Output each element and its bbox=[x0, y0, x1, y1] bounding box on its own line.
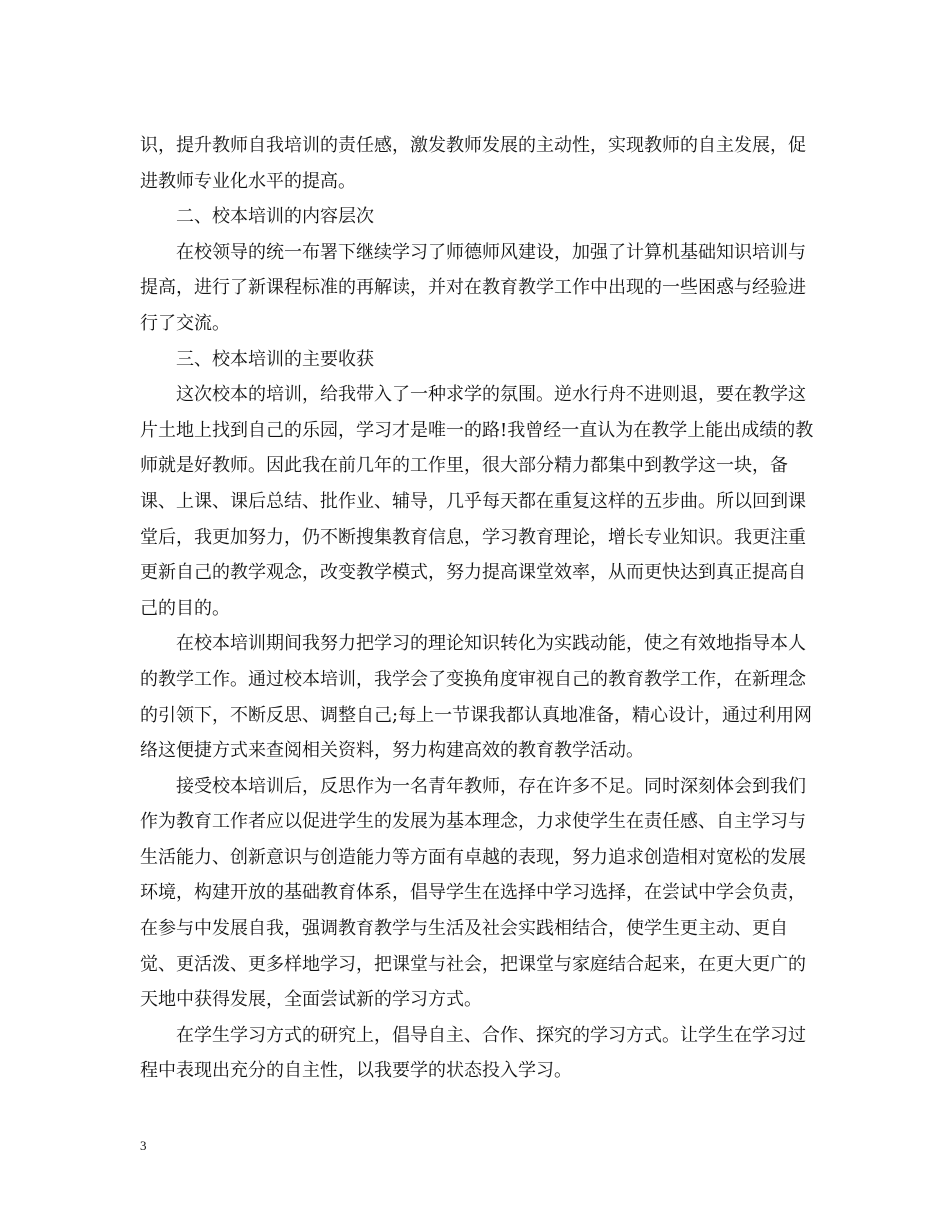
paragraph-content-levels: 在校领导的统一布署下继续学习了师德师风建设，加强了计算机基础知识培训与提高，进行了新课程标准的再解读，并对在教育教学工作中出现的一些困惑与经验进行了交流。 bbox=[140, 241, 806, 334]
section-heading-content-levels: 二、校本培训的内容层次 bbox=[176, 206, 374, 228]
section-heading-main-gains: 三、校本培训的主要收获 bbox=[176, 348, 374, 370]
paragraph-learning-atmosphere: 这次校本的培训，给我带入了一种求学的氛围。逆水行舟不进则退，要在教学这片土地上找到自己的乐园，学习才是唯一的路!我曾经一直认为在教学上能出成绩的教师就是好教师。因此我在前几年的工作里，很大部分精力都集中到教学这一块，备课、上课、课后总结、批作业、辅导，几乎每天都在重复这样的五步曲。所以回到课堂后，我更加努力，仍不断搜集教育信息，学习教育理论，增长专业知识。我更注重更新自己的教学观念，改变教学模式，努力提高课堂效率，从而更快达到真正提高自己的目的。 bbox=[140, 384, 814, 619]
page-number: 3 bbox=[140, 1138, 147, 1153]
document-body bbox=[140, 128, 820, 1089]
paragraph-reflection: 接受校本培训后，反思作为一名青年教师，存在许多不足。同时深刻体会到我们作为教育工作者应以促进学生的发展为基本理念，力求使学生在责任感、自主学习与生活能力、创新意识与创造能力等方面有卓越的表现，努力追求创造相对宽松的发展环境，构建开放的基础教育体系，倡导学生在选择中学习选择，在尝试中学会负责，在参与中发展自我，强调教育教学与生活及社会实践相结合，使学生更主动、更自觉、更活泼、更多样地学习，把课堂与社会，把课堂与家庭结合起来，在更大更广的天地中获得发展，全面尝试新的学习方式。 bbox=[140, 775, 806, 1011]
paragraph-theory-to-practice: 在校本培训期间我努力把学习的理论知识转化为实践动能，使之有效地指导本人的教学工作。通过校本培训，我学会了变换角度审视自己的教育教学工作，在新理念的引领下，不断反思、调整自己;每上一节课我都认真地准备，精心设计，通过利用网络这便捷方式来查阅相关资料，努力构建高效的教育教学活动。 bbox=[140, 633, 813, 762]
paragraph-continuation: 识，提升教师自我培训的责任感，激发教师发展的主动性，实现教师的自主发展，促进教师专业化水平的提高。 bbox=[140, 135, 806, 192]
paragraph-learning-methods: 在学生学习方式的研究上，倡导自主、合作、探究的学习方式。让学生在学习过程中表现出充分的自主性，以我要学的状态投入学习。 bbox=[140, 1024, 806, 1082]
